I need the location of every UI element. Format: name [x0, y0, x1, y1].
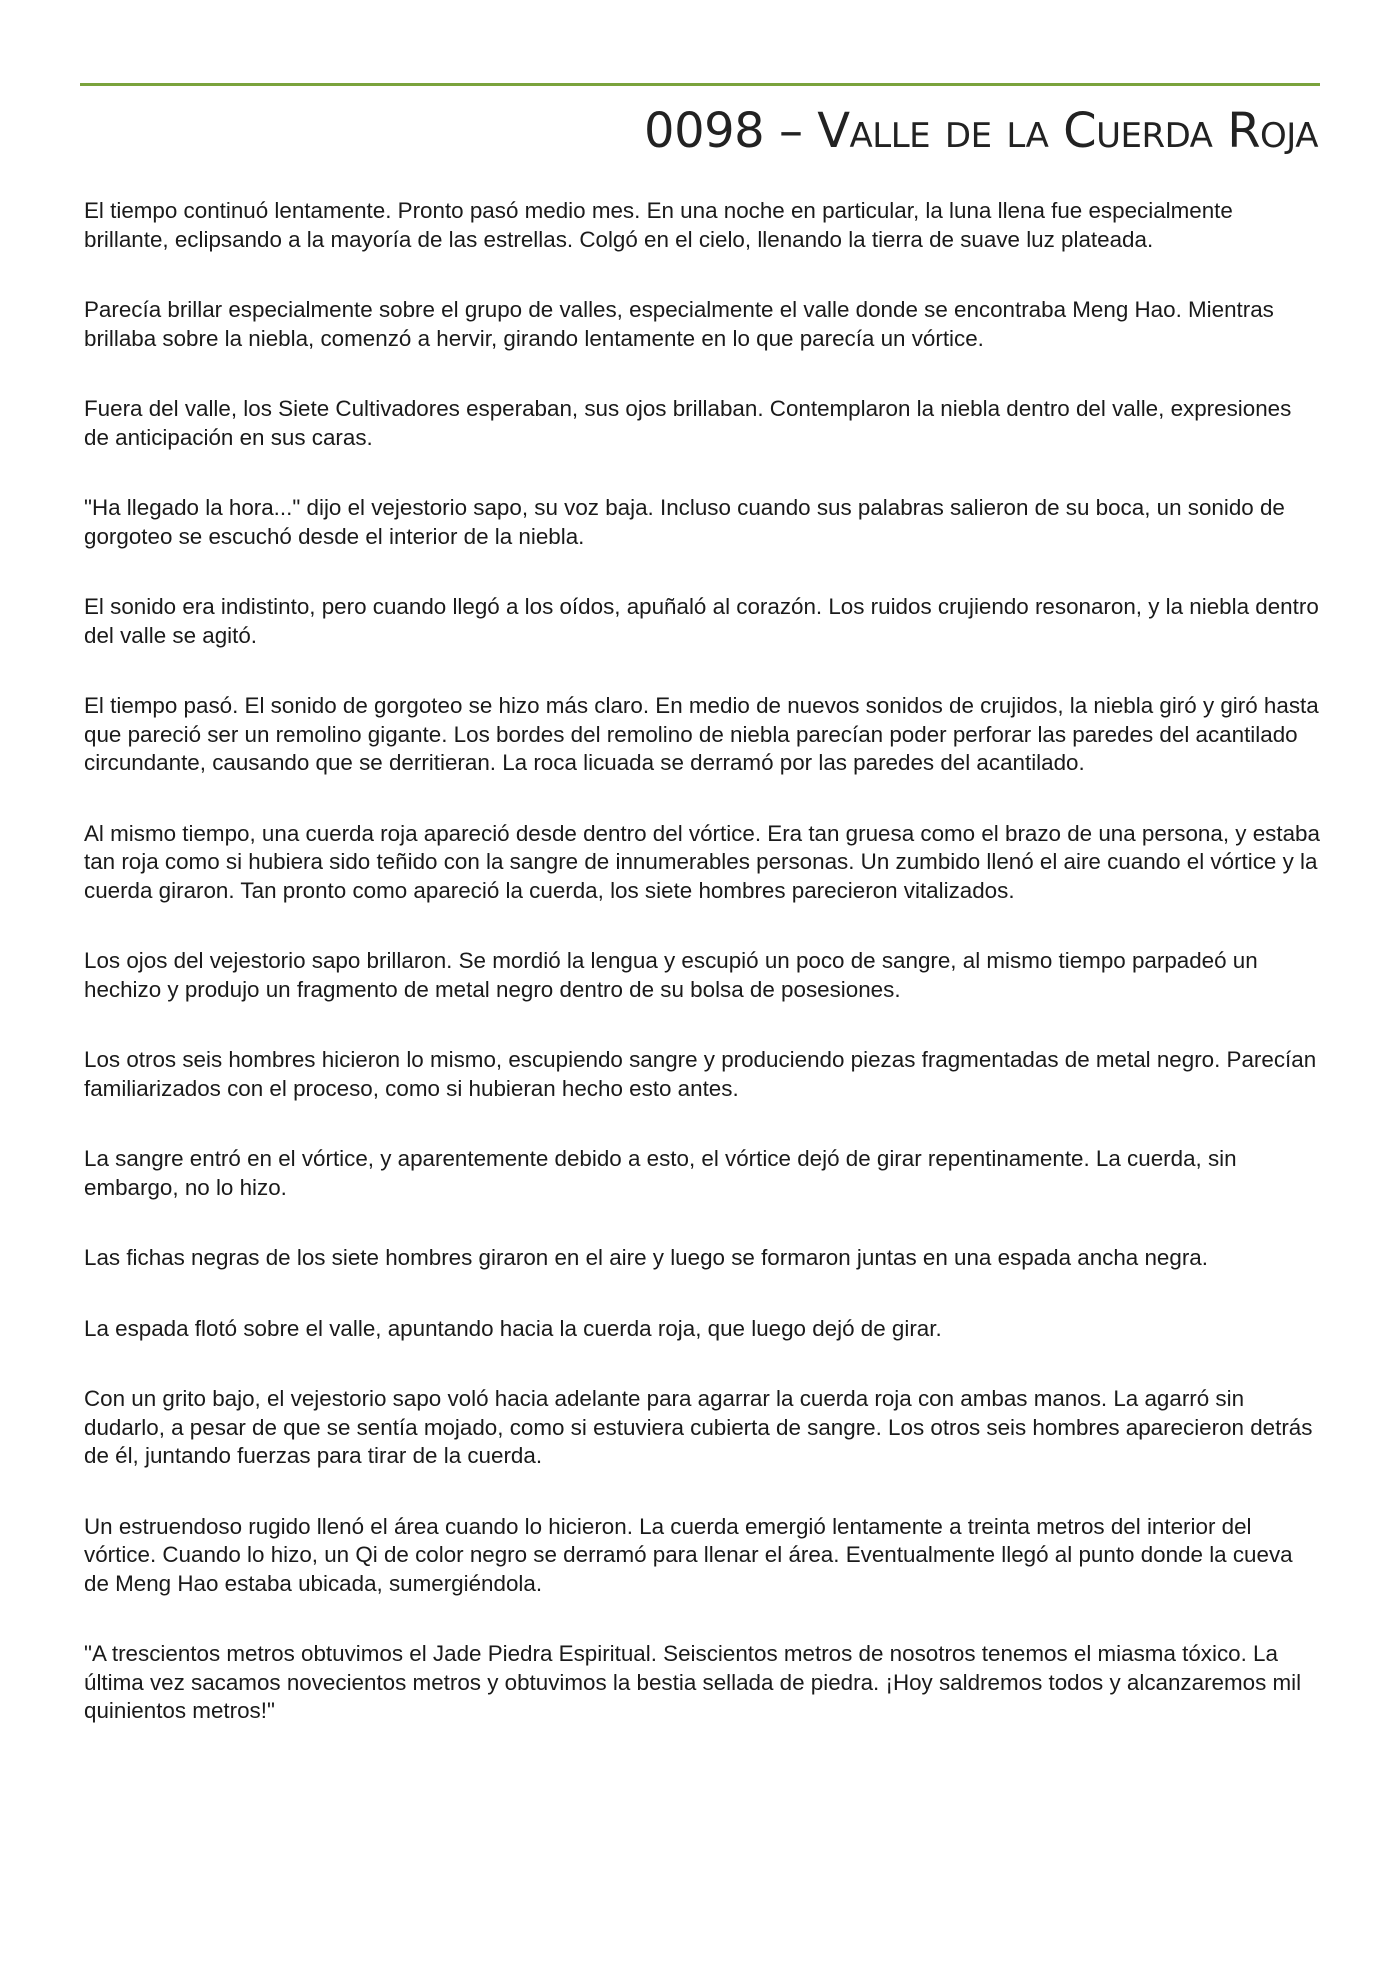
paragraph: Un estruendoso rugido llenó el área cuando lo hicieron. La cuerda emergió lentamente a treinta metros del interior del vórtice. Cuando lo hizo, un Qi de color negro se derramó para llenar el área. Eventualmente llegó al punto donde la cueva de Meng Hao estaba ubicada, sumergiéndola.: [84, 1513, 1293, 1596]
paragraph: La espada flotó sobre el valle, apuntando hacia la cuerda roja, que luego dejó de girar.: [84, 1315, 942, 1341]
chapter-title: 0098 – Valle de la Cuerda Roja: [644, 103, 1318, 159]
chapter-body: [84, 197, 1320, 1768]
paragraph: Los otros seis hombres hicieron lo mismo, escupiendo sangre y produciendo piezas fragmentadas de metal negro. Parecían familiarizados con el proceso, como si hubieran hecho esto antes.: [84, 1047, 1317, 1101]
paragraph: El tiempo pasó. El sonido de gorgoteo se hizo más claro. En medio de nuevos sonidos de crujidos, la niebla giró y giró hasta que pareció ser un remolino gigante. Los bordes del remolino de niebla parecían poder perforar las paredes del acantilado circundante, causando que se derritieran. La roca licuada se derramó por las paredes del acantilado.: [84, 693, 1319, 775]
paragraph: Parecía brillar especialmente sobre el grupo de valles, especialmente el valle donde se encontraba Meng Hao. Mientras brillaba sobre la niebla, comenzó a hervir, girando lentamente en lo que parecía un vórtice.: [84, 297, 1274, 351]
paragraph: Al mismo tiempo, una cuerda roja apareció desde dentro del vórtice. Era tan gruesa como el brazo de una persona, y estaba tan roja como si hubiera sido teñido con la sangre de innumerables personas. Un zumbido llenó el aire cuando el vórtice y la cuerda giraron. Tan pronto como apareció la cuerda, los siete hombres parecieron vitalizados.: [84, 820, 1320, 903]
paragraph: Fuera del valle, los Siete Cultivadores esperaban, sus ojos brillaban. Contemplaron la niebla dentro del valle, expresiones de anticipación en sus caras.: [84, 396, 1292, 450]
paragraph: El sonido era indistinto, pero cuando llegó a los oídos, apuñaló al corazón. Los ruidos crujiendo resonaron, y la niebla dentro del valle se agitó.: [84, 594, 1319, 648]
paragraph: Los ojos del vejestorio sapo brillaron. Se mordió la lengua y escupió un poco de sangre, al mismo tiempo parpadeó un hechizo y produjo un fragmento de metal negro dentro de su bolsa de posesiones.: [84, 948, 1258, 1002]
paragraph: El tiempo continuó lentamente. Pronto pasó medio mes. En una noche en particular, la luna llena fue especialmente brillante, eclipsando a la mayoría de las estrellas. Colgó en el cielo, llenando la tierra de suave luz plateada.: [84, 198, 1233, 252]
paragraph: "A trescientos metros obtuvimos el Jade Piedra Espiritual. Seiscientos metros de nosotros tenemos el miasma tóxico. La última vez sacamos novecientos metros y obtuvimos la bestia sellada de piedra. ¡Hoy saldremos todos y alcanzaremos mil quinientos metros!": [84, 1641, 1302, 1723]
paragraph: Con un grito bajo, el vejestorio sapo voló hacia adelante para agarrar la cuerda roja con ambas manos. La agarró sin dudarlo, a pesar de que se sentía mojado, como si estuviera cubierta de sangre. Los otros seis hombres aparecieron detrás de él, juntando fuerzas para tirar de la cuerda.: [84, 1386, 1313, 1468]
header-rule: [80, 83, 1320, 86]
paragraph: Las fichas negras de los siete hombres giraron en el aire y luego se formaron juntas en una espada ancha negra.: [84, 1245, 1208, 1270]
paragraph: La sangre entró en el vórtice, y aparentemente debido a esto, el vórtice dejó de girar repentinamente. La cuerda, sin embargo, no lo hizo.: [84, 1146, 1237, 1200]
paragraph: "Ha llegado la hora..." dijo el vejestorio sapo, su voz baja. Incluso cuando sus palabras salieron de su boca, un sonido de gorgoteo se escuchó desde el interior de la niebla.: [84, 495, 1285, 549]
